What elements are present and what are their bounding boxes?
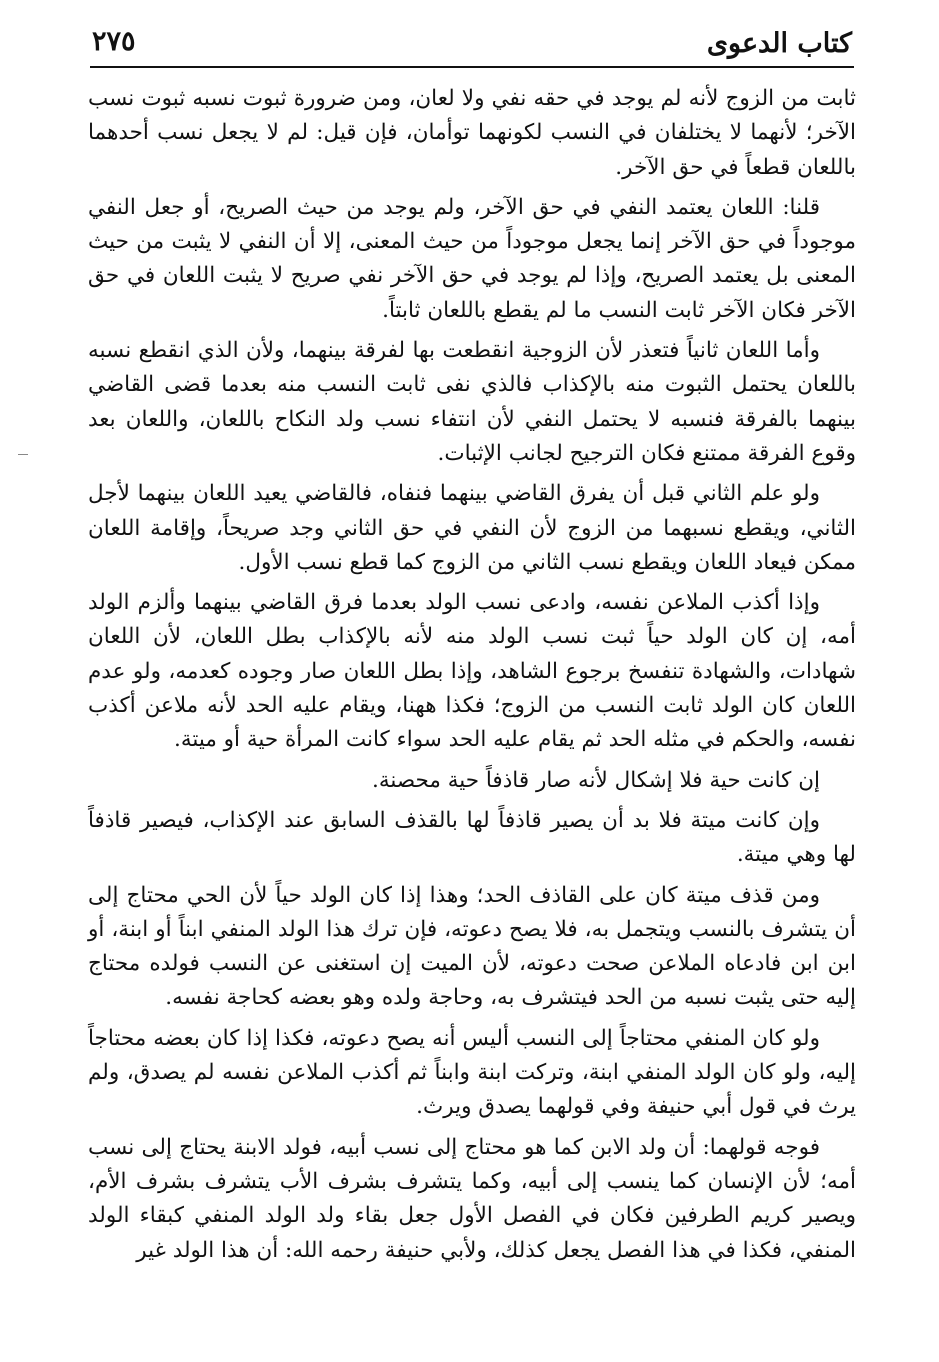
paragraph-8: ومن قذف ميتة كان على القاذف الحد؛ وهذا إذا كان الولد حياً لأن الحي محتاج إلى أن يتشرف بالنسب ويتجمل به، فلا يصح دعوته، فإن ترك هذا الولد المنفي ابناً أو ابنة، أو ابن ابن فادعاه الملاعن صحت دعوته، لأن الميت إن استغنى عن النسب فولده محتاج إليه حتى يثبت نسبه من الحد فيتشرف به، وحاجة ولده وهو بعضه كحاجة نفسه. [88, 882, 856, 1011]
paragraph-10: فوجه قولهما: أن ولد الابن كما هو محتاج إلى نسب أبيه، فولد الابنة يحتاج إلى نسب أمه؛ لأن الإنسان كما ينسب إلى أبيه، وكما يتشرف بشرف الأب يتشرف بشرف الأم، ويصير كريم الطرفين فكان في الفصل الأول جعل بقاء ولد الولد المنفي كبقاء الولد المنفي، فكذا في هذا الفصل يجعل كذلك، ولأبي حنيفة رحمه الله: أن هذا الولد غير [88, 1134, 856, 1263]
page-header [92, 24, 852, 66]
header-rule [90, 66, 854, 68]
paragraph-5: وإذا أكذب الملاعن نفسه، وادعى نسب الولد بعدما فرق القاضي بينهما وألزم الولد أمه، إن كان الولد حياً ثبت نسب الولد منه لأنه بالإكذاب بطل اللعان، لأن اللعان شهادات، والشهادة تنفسخ برجوع الشاهد، وإذا بطل اللعان صار وجوده كعدمه، ولو عدم اللعان كان الولد ثابت النسب من الزوج؛ فكذا ههنا، ويقام عليه الحد لأنه ملاعن أكذب نفسه، والحكم في مثله الحد ثم يقام عليه الحد سواء كانت المرأة حية أو ميتة. [88, 590, 856, 753]
paragraph-3: وأما اللعان ثانياً فتعذر لأن الزوجية انقطعت بها لفرقة بينهما، ولأن الذي انقطع نسبه باللعان يحتمل الثبوت منه بالإكذاب فالذي نفى ثابت النسب منه بعدما قضى القاضي بينهما بالفرقة فنسبه لا يحتمل النفي لأن انتفاء نسب ولد النكاح باللعان، واللعان بعد وقوع الفرقة ممتنع فكان الترجيح لجانب الإثبات. [88, 338, 856, 466]
margin-mark [18, 454, 28, 455]
paragraph-6: إن كانت حية فلا إشكال لأنه صار قاذفاً حية محصنة. [372, 767, 820, 793]
paragraph-9: ولو كان المنفي محتاجاً إلى النسب أليس أنه يصح دعوته، فكذا إذا كان بعضه محتاجاً إليه، ولو كان الولد المنفي ابنة، وتركت ابنة وابناً ثم أكذب الملاعن نفسه لم يصدق، ولم يرث في قول أبي حنيفة وفي قولهما يصدق ويرث. [88, 1025, 856, 1120]
paragraph-4: ولو علم الثاني قبل أن يفرق القاضي بينهما فنفاه، فالقاضي يعيد اللعان بينهما لأجل الثاني، ويقطع نسبهما من الزوج لأن النفي في حق الثاني وجد صريحاً، وإقامة اللعان ممكن فيعاد اللعان ويقطع نسب الثاني من الزوج كما قطع نسب الأول. [88, 481, 856, 575]
paragraph-7: وإن كانت ميتة فلا بد أن يصير قاذفاً لها بالقذف السابق عند الإكذاب، فيصير قاذفاً لها وهي ميتة. [88, 807, 856, 868]
running-title: كتاب الدعوى [706, 28, 852, 59]
paragraph-2: قلنا: اللعان يعتمد النفي في حق الآخر، ولم يوجد من حيث الصريح، أو جعل النفي موجوداً في حق الآخر إنما يجعل موجوداً من حيث المعنى، إلا أن النفي لا يثبت من حيث المعنى بل يعتمد الصريح، وإذا لم يوجد في حق الآخر نفي صريح لا يثبت اللعان في حق الآخر فكان الآخر ثابت النسب ما لم يقطع باللعان ثابتاً. [88, 194, 856, 323]
paragraph-1: ثابت من الزوج لأنه لم يوجد في حقه نفي ولا لعان، ومن ضرورة ثبوت نسبه ثبوت نسب الآخر؛ لأنهما لا يختلفان في النسب لكونهما توأمان، فإن قيل: لم لا يجعل نسب أحدهما باللعان قطعاً في حق الآخر. [88, 86, 856, 180]
body-text [88, 82, 856, 1274]
page-number: ٢٧٥ [92, 26, 136, 57]
